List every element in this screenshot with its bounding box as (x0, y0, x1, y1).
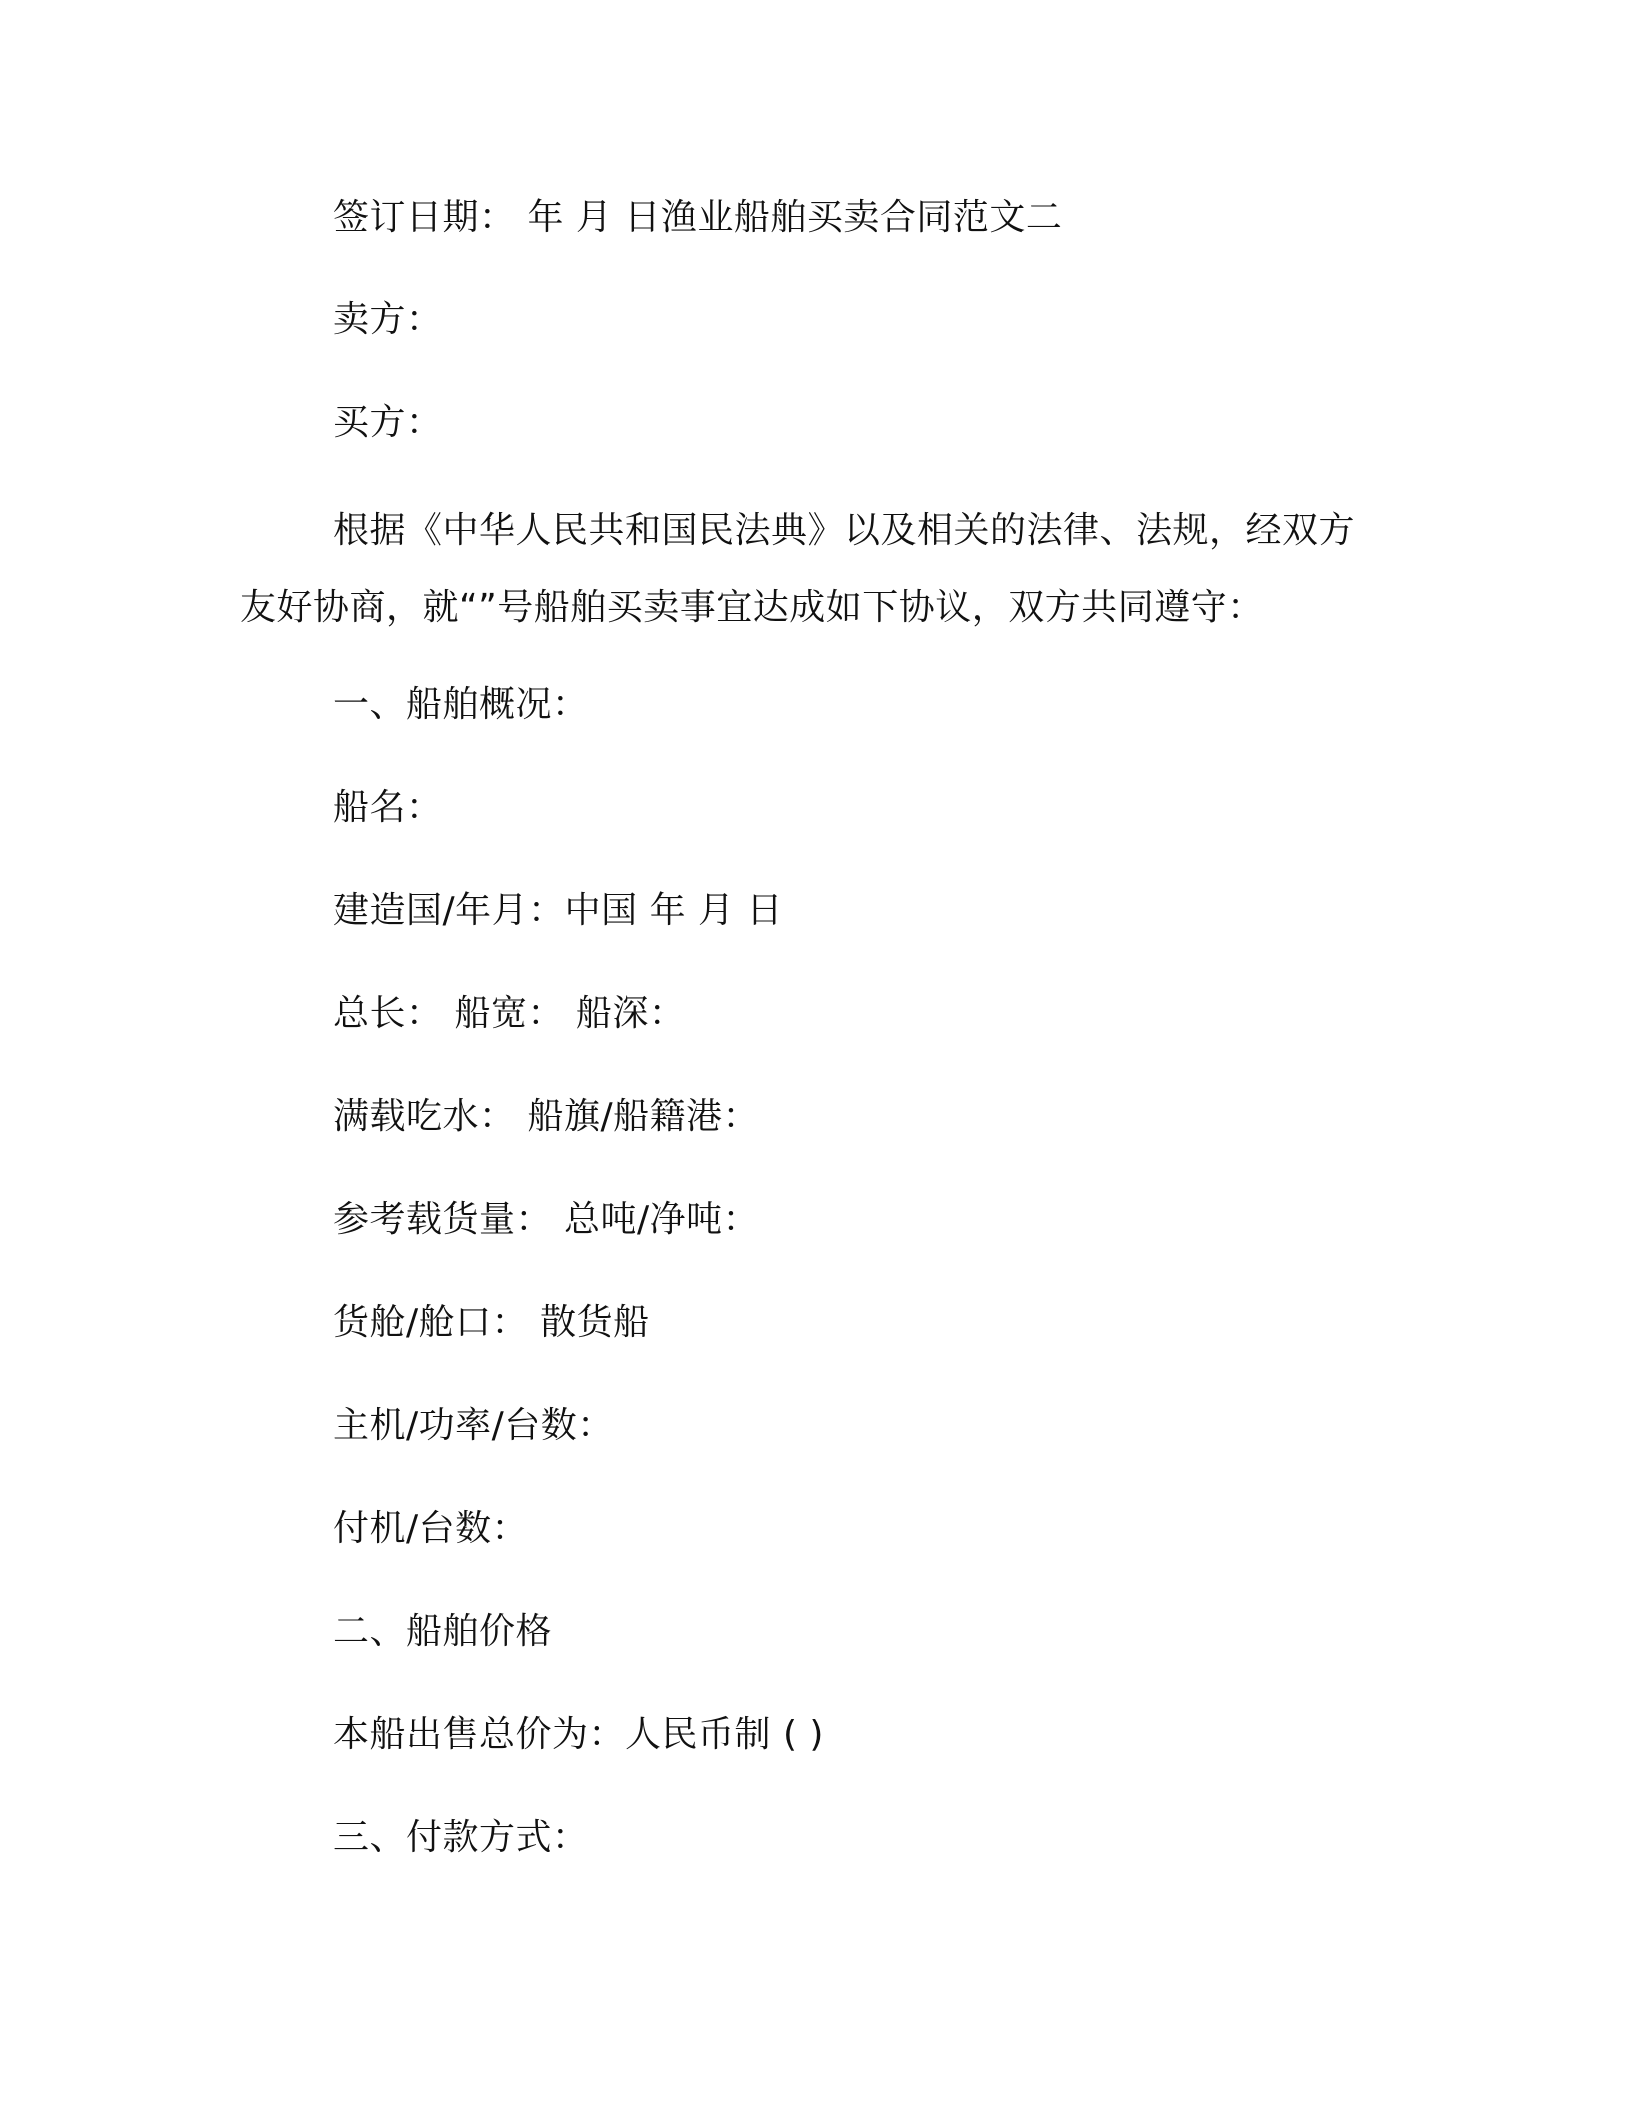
tonnage-line: 参考载货量： 总吨/净吨： (333, 1199, 760, 1240)
draft-flag-line: 满载吃水： 船旗/船籍港： (333, 1096, 760, 1137)
buyer-line: 买方： (333, 402, 443, 443)
ship-name-line: 船名： (333, 787, 443, 828)
total-price-line: 本船出售总价为：人民币制 ( ) (333, 1714, 824, 1755)
seller-line: 卖方： (333, 299, 443, 340)
signing-date-title: 签订日期： 年 月 日渔业船舶买卖合同范文二 (333, 197, 1063, 238)
section-3-heading: 三、付款方式： (333, 1817, 589, 1858)
cargo-hold-line: 货舱/舱口： 散货船 (333, 1302, 650, 1343)
dimensions-line: 总长： 船宽： 船深： (333, 993, 686, 1034)
main-engine-line: 主机/功率/台数： (333, 1405, 614, 1446)
intro-paragraph: 根据《中华人民共和国民法典》以及相关的法律、法规，经双方友好协商，就“”号船舶买卖事宜达成如下协议，双方共同遵守： (240, 510, 1356, 628)
section-1-heading: 一、船舶概况： (333, 684, 589, 725)
build-country-date-line: 建造国/年月：中国 年 月 日 (333, 890, 783, 931)
section-2-heading: 二、船舶价格 (333, 1611, 553, 1652)
aux-engine-line: 付机/台数： (333, 1508, 529, 1549)
